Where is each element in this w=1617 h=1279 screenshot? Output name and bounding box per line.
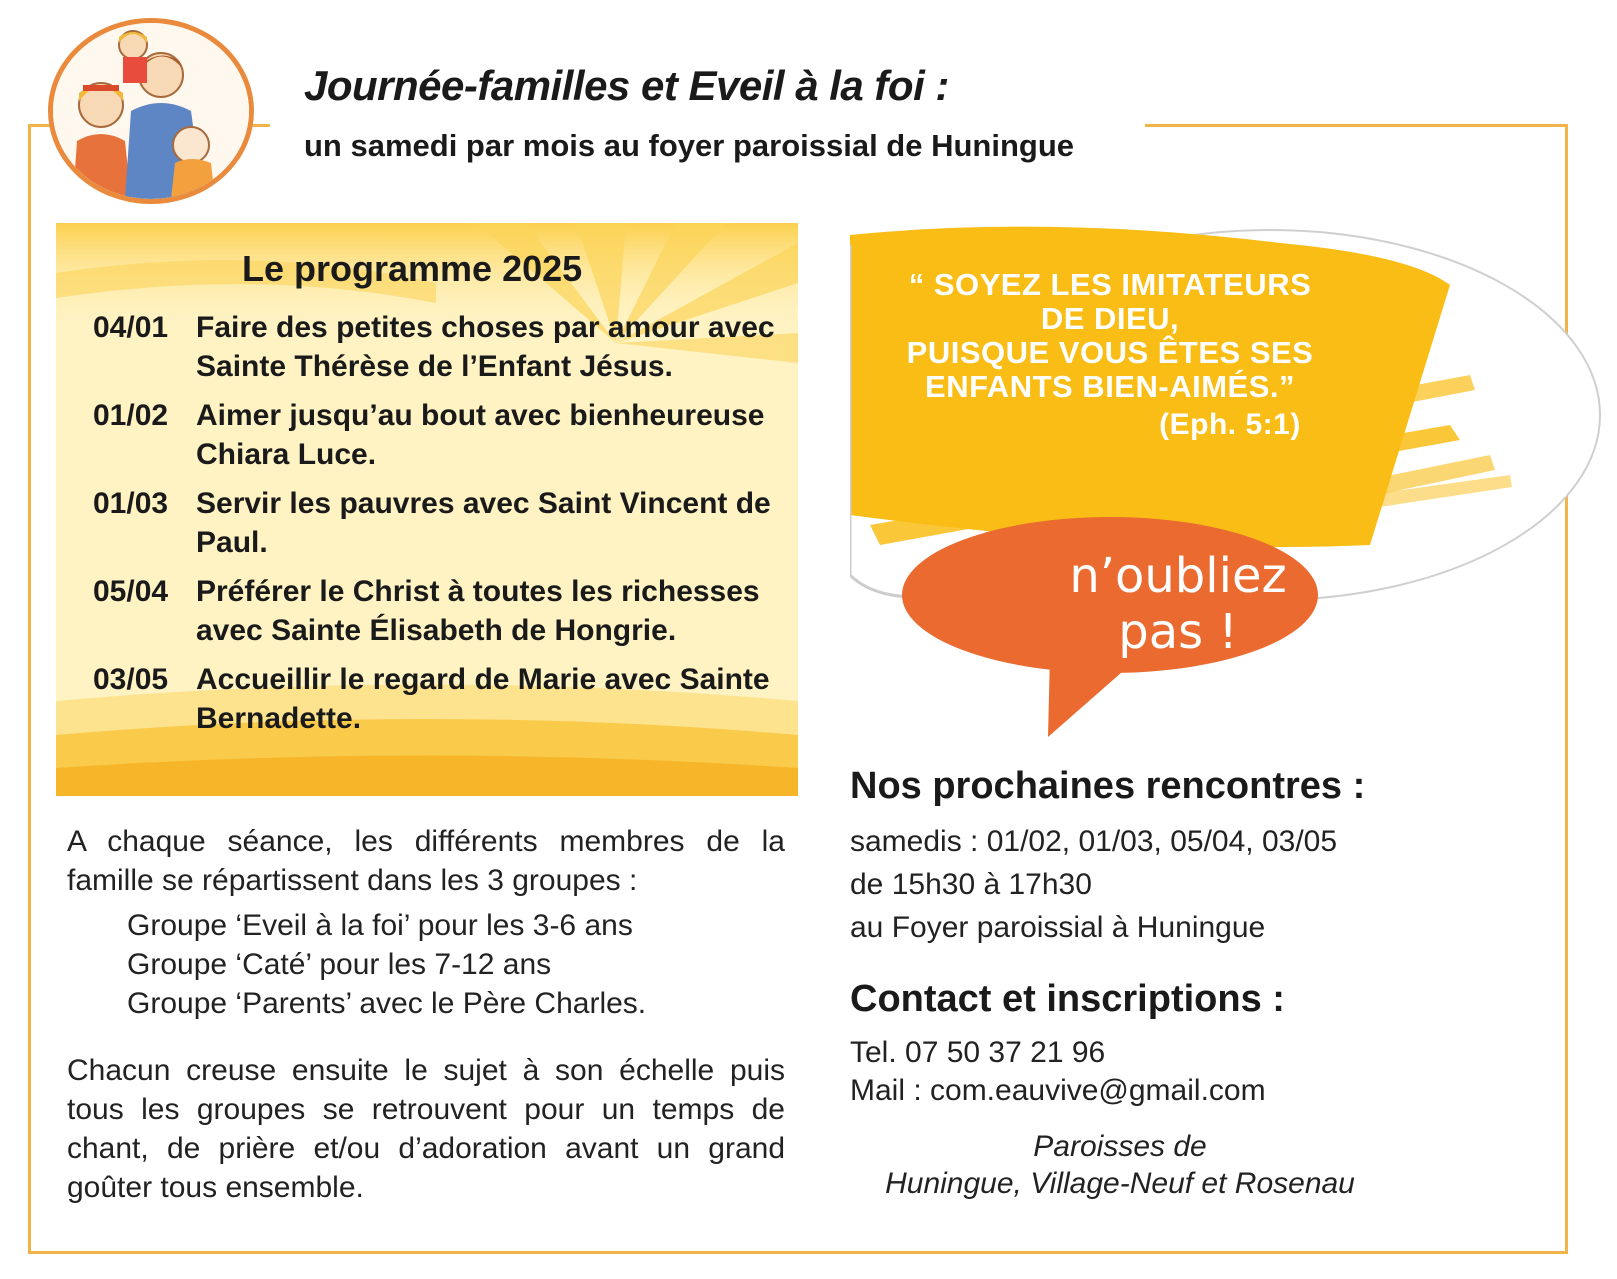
program-item [93,308,793,386]
parishes-line: Paroisses de [1033,1130,1207,1163]
group-item: Groupe ‘Eveil à la foi’ pour les 3-6 ans [127,909,633,942]
description [67,822,785,1207]
program-date: 05/04 [93,575,169,608]
group-item: Groupe ‘Parents’ avec le Père Charles. [127,987,647,1020]
meetings-time: de 15h30 à 17h30 [850,868,1092,901]
contact-heading: Contact et inscriptions : [850,978,1285,1020]
program-item [93,484,793,562]
page-subtitle: un samedi par mois au foyer paroissial de Huningue [304,128,1075,163]
meetings-dates: samedis : 01/02, 01/03, 05/04, 03/05 [850,825,1338,858]
program-date: 03/05 [93,663,169,696]
quote-reference: (Eph. 5:1) [1159,408,1301,441]
reminder-line: pas ! [1118,604,1238,660]
program-date: 01/03 [93,487,169,520]
quote-line: PUISQUE VOUS ÊTES SES [906,335,1314,370]
contact-info [850,1034,1266,1110]
meetings-info [850,820,1337,949]
program-text: Servir les pauvres avec Saint Vincent de Paul. [196,487,771,559]
group-item: Groupe ‘Caté’ pour les 7-12 ans [127,948,552,981]
reminder-line: n’oubliez [1069,548,1287,604]
program-item [93,572,793,650]
quote-line: DE DIEU, [1040,301,1180,336]
program-date: 01/02 [93,399,169,432]
meetings-place: au Foyer paroissial à Huningue [850,911,1266,944]
description-closing: Chacun creuse ensuite le sujet à son échelle puis tous les groupes se retrouvent pour un temps de chant, de prière et/ou d’adoration avant un grand goûter tous ensemble. [67,1054,785,1204]
program-date: 04/01 [93,311,169,344]
program-heading: Le programme 2025 [242,248,583,289]
quote-line: ENFANTS BIEN-AIMÉS.” [925,369,1295,404]
description-intro: A chaque séance, les différents membres de la famille se répartissent dans les 3 groupes : [67,825,785,897]
program-text: Préférer le Christ à toutes les richesses avec Sainte Élisabeth de Hongrie. [196,575,760,647]
program-text: Accueillir le regard de Marie avec Sainte Bernadette. [196,663,770,735]
program-item [93,660,793,738]
page-title: Journée-familles et Eveil à la foi : [304,62,949,109]
parishes-signature [850,1128,1390,1202]
family-logo [48,18,254,204]
program-list [93,308,793,748]
contact-phone: Tel. 07 50 37 21 96 [850,1036,1106,1069]
meetings-heading: Nos prochaines rencontres : [850,765,1366,807]
bible-quote [870,268,1350,442]
program-text: Aimer jusqu’au bout avec bienheureuse Chiara Luce. [196,399,765,471]
family-illustration [53,23,249,199]
program-text: Faire des petites choses par amour avec Sainte Thérèse de l’Enfant Jésus. [196,311,775,383]
contact-mail: Mail : com.eauvive@gmail.com [850,1074,1266,1107]
program-item [93,396,793,474]
reminder-text [1028,548,1328,660]
parishes-line: Huningue, Village-Neuf et Rosenau [885,1167,1355,1200]
group-list [127,906,785,1023]
quote-line: “ SOYEZ LES IMITATEURS [908,267,1312,302]
